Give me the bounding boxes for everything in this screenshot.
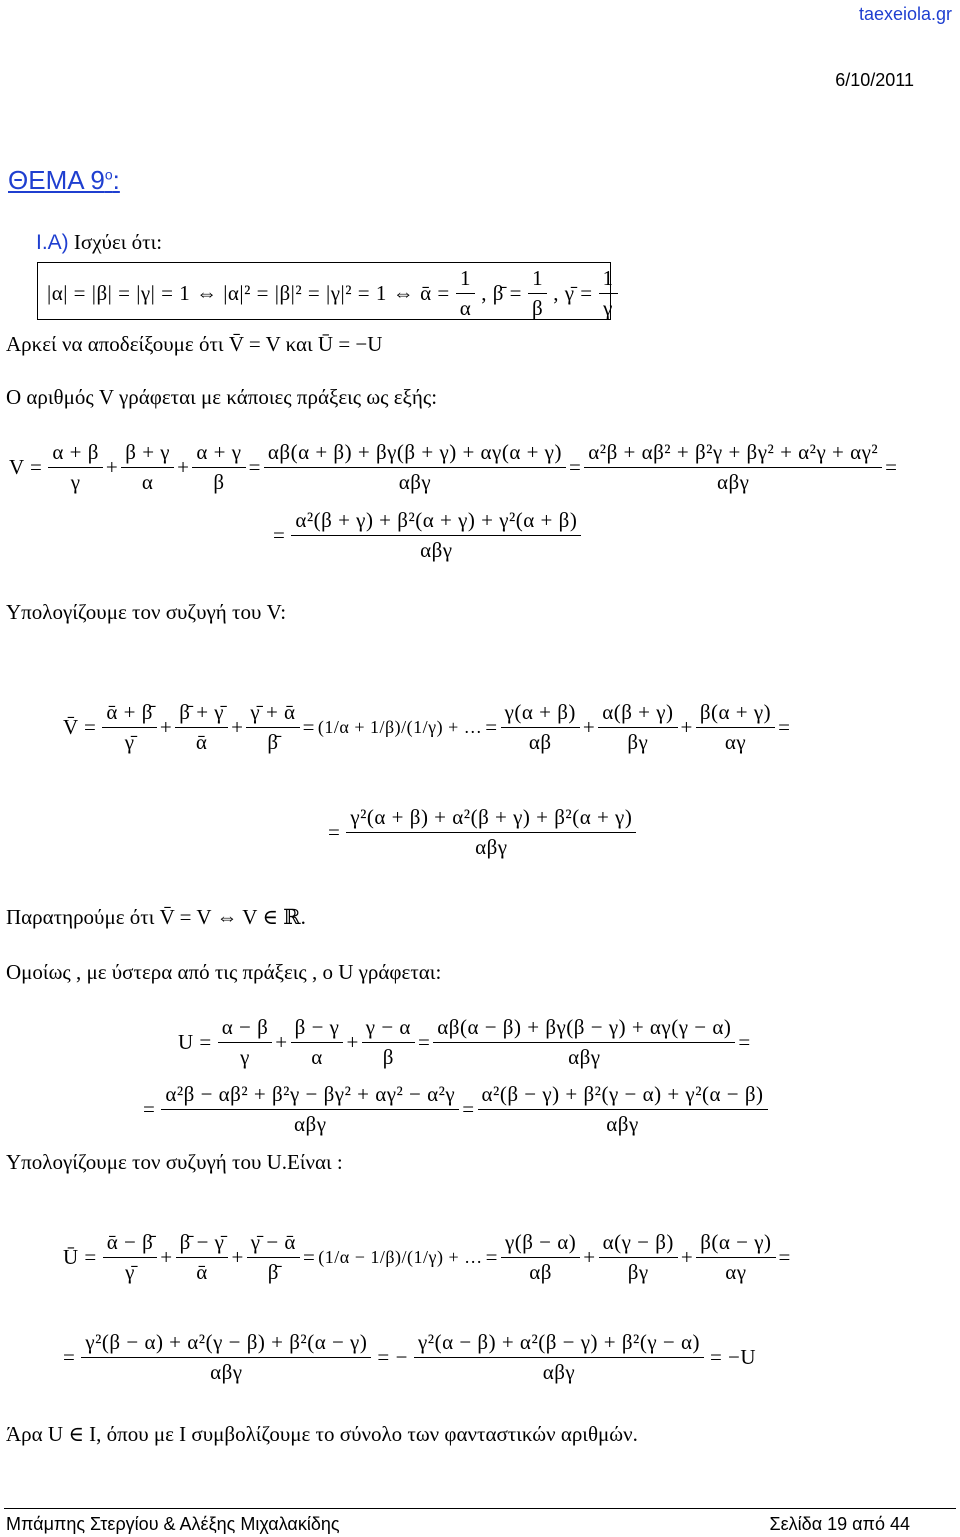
conj-u-intro: Υπολογίζουμε τον συζυγή του U.Είναι :	[6, 1150, 343, 1174]
v-equation-line1: V = $\frac{\alpha + \beta}{\gamma}$ + $\frac{\beta + \gamma}{\alpha}$ + $\frac{\alpha + \gamma}{\beta}$ = $\frac{\alpha\beta(\alpha + \beta) + \beta\gamma(\beta + \gamma) + \alpha\gamma(\alpha + \gamma)}{\text{αβγ}}$ = $\frac{\text{α²β + αβ² + β²γ + βγ² + α²γ + αγ²}}{\text{αβγ}}$ =	[9, 440, 898, 494]
part-intro: I.Α) Ισχύει ότι:	[36, 230, 163, 254]
conclusion: Άρα U ∈ I, όπου με I συμβολίζουμε το σύνολο των φανταστικών αριθμών.	[6, 1422, 638, 1446]
footer-page: Σελίδα 19 από 44	[769, 1514, 910, 1534]
conj-v-line2: = $\frac{\text{γ²(α + β) + α²(β + γ) + β²(α + γ)}}{\text{αβγ}}$	[325, 805, 639, 860]
conj-v-line1: V̄ = $\frac{\text{ᾱ + β̄}}{\gammā}$ + $\frac{\betā + \gammā}{\text{ᾱ}}$ + $\frac{\text{γ̄ + ᾱ}}{\betā}$ = (1/α + 1/β)/(1/γ) + … = $\frac{\gamma(\alpha + \beta)}{\alpha\beta}$ + $\frac{\alpha(\beta + \gamma)}{\beta\gamma}$ + $\frac{\beta(\alpha + \gamma)}{\alpha\gamma}$ =	[63, 700, 791, 754]
u-intro: Ομοίως , με ύστερα από τις πράξεις , ο U γράφεται:	[6, 960, 442, 984]
footer-authors: Μπάμπης Στεργίου & Αλέξης Μιχαλακίδης	[6, 1514, 340, 1534]
conj-u-line1: Ū = $\frac{\text{ᾱ − β̄}}{\gammā}$ + $\frac{\betā - \gammā}{\text{ᾱ}}$ + $\frac{\text{γ̄ − ᾱ}}{\betā}$ = (1/α − 1/β)/(1/γ) + … = $\frac{\gamma(\beta - \alpha)}{\alpha\beta}$ + $\frac{\alpha(\gamma - \beta)}{\beta\gamma}$ + $\frac{\beta(\alpha - \gamma)}{\alpha\gamma}$ =	[63, 1230, 791, 1284]
v-equation-line2: = $\frac{\text{α²(β + γ) + β²(α + γ) + γ²(α + β)}}{\text{αβγ}}$	[270, 508, 584, 563]
conj-v-intro: Υπολογίζουμε τον συζυγή του V:	[6, 600, 287, 624]
observe-line: Παρατηρούμε ότι V̄ = V ⇔ V ∈ ℝ.	[6, 905, 306, 929]
conj-u-line2: = $\frac{\text{γ²(β − α) + α²(γ − β) + β²(α − γ)}}{\text{αβγ}}$ = − $\frac{\text{γ²(α − β) + α²(β − γ) + β²(γ − α)}}{\text{αβγ}}$ = −U	[63, 1330, 757, 1384]
u-equation-line2: = $\frac{\text{α²β − αβ² + β²γ − βγ² + αγ² − α²γ}}{\text{αβγ}}$ = $\frac{\text{α²(β − γ) + β²(γ − α) + γ²(α − β)}}{\text{αβγ}}$	[140, 1082, 771, 1137]
v-intro: Ο αριθμός V γράφεται με κάποιες πράξεις ως εξής:	[6, 385, 438, 409]
site-name[interactable]: taexeiola.gr	[858, 4, 952, 24]
footer-rule	[4, 1508, 956, 1509]
boxed-equation-content: |α| = |β| = |γ| = 1 ⇔ |α|² = |β|² = |γ|² = 1 ⇔ ᾱ = $\frac{1}{\alpha}$ , β̄ = $\frac{1}{\beta}$ , γ̄ = $\frac{1}{\gamma}$	[44, 266, 621, 321]
date: 6/10/2011	[835, 70, 914, 90]
u-equation-line1: U = $\frac{\alpha - \beta}{\gamma}$ + $\frac{\beta - \gamma}{\alpha}$ + $\frac{\gamma - \alpha}{\beta}$ = $\frac{\alpha\beta(\alpha - \beta) + \beta\gamma(\beta - \gamma) + \alpha\gamma(\gamma - \alpha)}{\text{αβγ}}$ =	[178, 1015, 751, 1069]
prove-line: Αρκεί να αποδείξουμε ότι V̄ = V και Ū = −U	[6, 332, 383, 356]
section-title: ΘΕΜΑ $9^o$:	[8, 165, 120, 195]
